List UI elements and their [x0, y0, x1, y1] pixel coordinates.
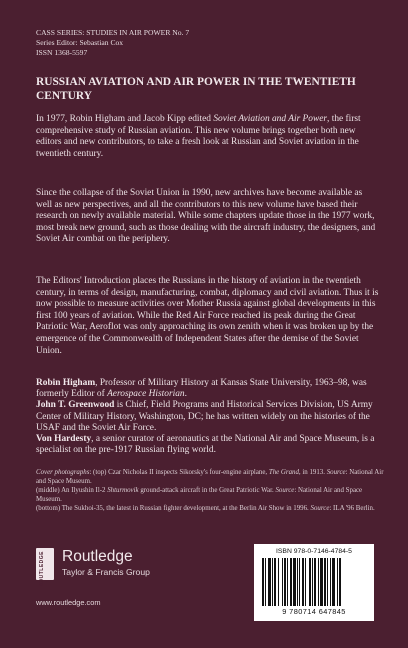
- barcode-bar: [272, 558, 273, 606]
- barcode-bar: [274, 558, 276, 606]
- credit-italic: The Grand: [268, 469, 299, 476]
- barcode-bar: [324, 558, 326, 606]
- barcode-bar: [287, 558, 288, 606]
- barcode: [254, 544, 374, 621]
- credit-middle: [36, 486, 386, 504]
- barcode-bar: [293, 558, 296, 606]
- contributor-bio-italic: Aerospace Historian: [107, 389, 185, 400]
- barcode-bar: [318, 558, 319, 606]
- credit-source: : ILA '96 Berlin.: [329, 505, 375, 512]
- series-info: [36, 28, 189, 58]
- credit-italic: Shturmovik: [107, 487, 139, 494]
- contributor-name: Von Hardesty: [36, 434, 92, 445]
- credit-text: ground-attack aircraft in the Great Patriotic War.: [138, 487, 276, 494]
- credit-text: (middle) An Ilyushin Il-2: [36, 487, 108, 494]
- logo-mark-text: ROUTLEDGE: [39, 551, 45, 587]
- barcode-bar: [330, 558, 331, 606]
- p1-book-title: Soviet Aviation and Air Power: [213, 114, 328, 124]
- publisher-logo: [36, 546, 186, 586]
- contributors-list: [36, 378, 384, 456]
- credit-top: [36, 468, 386, 486]
- barcode-bar: [305, 558, 306, 606]
- contributor-name: Robin Higham: [36, 378, 96, 388]
- credit-source: : National Air and Space Museum.: [36, 487, 363, 503]
- credit-source: : National Air and Space Museum.: [36, 469, 384, 485]
- description-paragraph-2: Since the collapse of the Soviet Union in 1990, new archives have become available as well as new perspectives, and all the contributors to this new volume have based their research on newly available material. While some chapters update those in the 1977 work, most break new ground, such as those dealing with the aircraft industry, the designers, and Soviet Air combat on the periphery.: [36, 188, 376, 245]
- barcode-bar: [320, 558, 323, 606]
- book-title: RUSSIAN AVIATION AND AIR POWER IN THE TWENTIETH CENTURY: [36, 76, 356, 102]
- description-paragraph-1: [36, 114, 380, 160]
- issn-line: ISSN 1368-5597: [36, 48, 88, 57]
- contributor-entry: [36, 378, 384, 400]
- barcode-bar: [299, 558, 300, 606]
- barcode-bar: [309, 558, 311, 606]
- barcode-bar: [332, 558, 335, 606]
- p1-text-a: In 1977, Robin Higham and Jacob Kipp edited: [36, 114, 214, 124]
- source-label: Source: [275, 487, 295, 494]
- source-label: Source: [310, 505, 330, 512]
- barcode-bar: [297, 558, 298, 606]
- barcode-bar: [290, 558, 292, 606]
- source-label: Source: [326, 469, 346, 476]
- contributor-bio: is Chief, Field Programs and Historical Services Division, US Army Center of Military History, Washington, DC; he has written widely on the histories of the USAF and the Soviet Air Force.: [36, 400, 373, 433]
- photo-credits: [36, 468, 386, 513]
- contributor-bio: , a senior curator of aeronautics at the National Air and Space Museum, is a specialist on the pre-1917 Russian flying world.: [36, 434, 375, 456]
- contributor-bio: , Professor of Military History at Kansas State University, 1963–98, was formerly Editor of: [36, 378, 367, 400]
- barcode-bar: [337, 558, 338, 606]
- p1-text-b: , the first comprehensive study of Russian aviation. This new volume brings together both new editors and new contributors, to take a fresh look at Russian and Soviet aviation in the twentieth century.: [36, 114, 361, 159]
- barcode-bar: [327, 558, 328, 606]
- barcode-bar: [278, 558, 279, 606]
- publisher-name: Routledge: [62, 548, 133, 565]
- barcode-bars: [262, 558, 366, 606]
- barcode-bar: [312, 558, 313, 606]
- barcode-bar: [282, 558, 283, 606]
- contributor-entry: [36, 400, 384, 434]
- credit-text: (bottom) The Sukhoi-35, the latest in Russian fighter development, at the Berlin Air Show in 1996.: [36, 505, 309, 512]
- barcode-bar: [262, 558, 264, 606]
- barcode-bar: [314, 558, 316, 606]
- barcode-digits: 9 780714 647845: [282, 607, 346, 616]
- series-editor-line: Series Editor: Sebastian Cox: [36, 38, 124, 47]
- barcode-bar: [302, 558, 304, 606]
- isbn-label: ISBN 978-0-7146-4784-5: [276, 548, 352, 555]
- credit-bottom: [36, 504, 386, 513]
- routledge-logo-icon: [36, 548, 54, 587]
- credit-text: , in 1913.: [298, 469, 325, 476]
- contributor-name: John T. Greenwood: [36, 400, 115, 411]
- barcode-bar: [265, 558, 266, 606]
- barcode-bar: [284, 558, 286, 606]
- description-paragraph-3: The Editors' Introduction places the Russians in the history of aviation in the twentieth century, in terms of design, manufacturing, combat, diplomacy and civil aviation. Thus it is now possible to measure activities over Mother Russia against global developments in this first 100 years of aviation. While the Red Air Force reached its peak during the Great Patriotic War, Aeroflot was only approaching its own zenith when it was broken up by the emergence of the Commonwealth of Independent States after the demise of the Soviet Union.: [36, 276, 379, 356]
- contributor-entry: [36, 434, 384, 456]
- series-line: CASS SERIES: STUDIES IN AIR POWER No. 7: [36, 28, 190, 37]
- barcode-bar: [339, 558, 341, 606]
- barcode-bar: [268, 558, 271, 606]
- publisher-group: Taylor & Francis Group: [62, 567, 150, 577]
- credit-text: : (top) Czar Nicholas II inspects Sikorsky's four-engine airplane,: [89, 469, 269, 476]
- publisher-url[interactable]: www.routledge.com: [36, 598, 101, 607]
- credit-label: Cover photographs: [36, 469, 90, 476]
- contributor-bio-end: .: [184, 389, 187, 400]
